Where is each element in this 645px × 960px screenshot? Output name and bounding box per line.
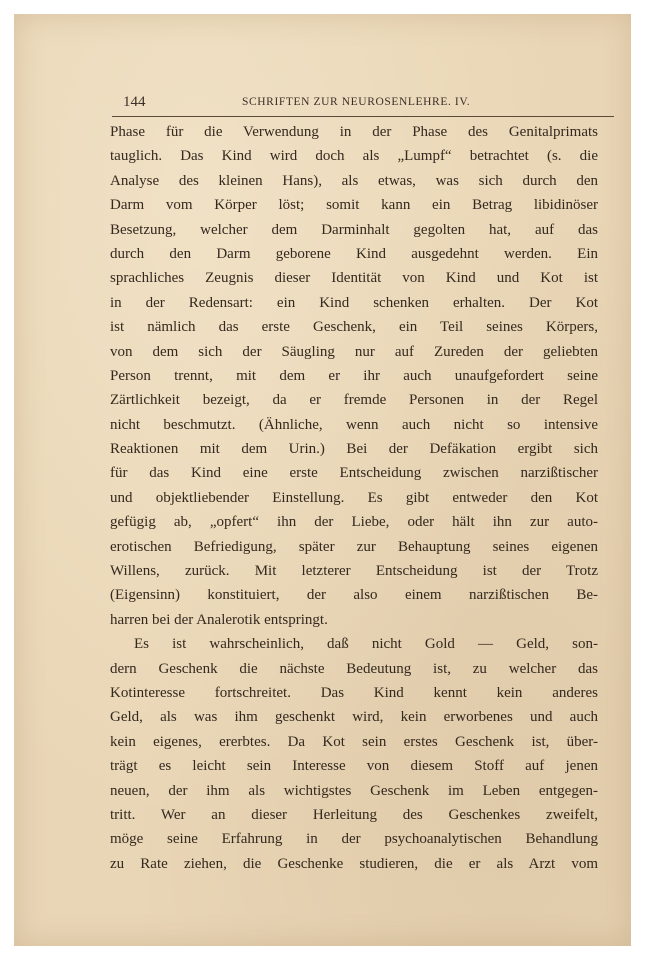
text-line: tritt. Wer an dieser Herleitung des Geschenkes zweifelt,: [110, 806, 598, 823]
text-line: erotischen Befriedigung, später zur Behauptung seines eigenen: [110, 538, 598, 555]
text-line: Besetzung, welcher dem Darminhalt gegolten hat, auf das: [110, 221, 598, 238]
text-line: Darm vom Körper löst; somit kann ein Betrag libidinöser: [110, 197, 598, 214]
paragraph-end-line: harren bei der Analerotik entspringt.: [110, 611, 328, 628]
text-line: nicht beschmutzt. (Ähnliche, wenn auch nicht so intensive: [110, 416, 598, 433]
text-line: gefügig ab, „opfert“ ihn der Liebe, oder hält ihn zur auto-: [110, 514, 598, 531]
text-line: von dem sich der Säugling nur auf Zureden der geliebten: [110, 343, 598, 360]
text-line: neuen, der ihm als wichtigstes Geschenk im Leben entgegen-: [110, 782, 598, 799]
page-header: [112, 94, 614, 117]
text-line: Geld, als was ihm geschenkt wird, kein erworbenes und auch: [110, 709, 598, 726]
text-line: Zärtlichkeit bezeigt, da er fremde Personen in der Regel: [110, 392, 598, 409]
text-line: möge seine Erfahrung in der psychoanalytischen Behandlung: [110, 831, 598, 848]
page-number: 144: [123, 94, 146, 110]
text-line: sprachliches Zeugnis dieser Identität von Kind und Kot ist: [110, 270, 598, 287]
text-line: zu Rate ziehen, die Geschenke studieren, die er als Arzt vom: [110, 855, 598, 872]
text-line: in der Redensart: ein Kind schenken erhalten. Der Kot: [110, 294, 598, 311]
text-line: dern Geschenk die nächste Bedeutung ist, zu welcher das: [110, 660, 598, 677]
running-title: SCHRIFTEN ZUR NEUROSENLEHRE. IV.: [242, 96, 471, 108]
paragraph-start-line: Es ist wahrscheinlich, daß nicht Gold — Geld, son-: [134, 636, 598, 653]
text-line: und objektliebender Einstellung. Es gibt entweder den Kot: [110, 489, 598, 506]
text-line: für das Kind eine erste Entscheidung zwischen narzißtischer: [110, 465, 598, 482]
text-line: Phase für die Verwendung in der Phase des Genitalprimats: [110, 124, 598, 140]
text-line: Willens, zurück. Mit letzterer Entscheidung ist der Trotz: [110, 563, 598, 580]
text-line: trägt es leicht sein Interesse von diesem Stoff auf jenen: [110, 758, 598, 775]
text-line: Kotinteresse fortschreitet. Das Kind kennt kein anderes: [110, 684, 598, 701]
text-line: ist nämlich das erste Geschenk, ein Teil seines Körpers,: [110, 319, 598, 336]
text-line: kein eigenes, ererbtes. Da Kot sein erstes Geschenk ist, über-: [110, 733, 598, 750]
text-line: Analyse des kleinen Hans), als etwas, was sich durch den: [110, 172, 598, 189]
text-line: Person trennt, mit dem er ihr auch unaufgefordert seine: [110, 367, 598, 384]
body-text: [110, 120, 598, 876]
text-line: durch den Darm geborene Kind ausgedehnt werden. Ein: [110, 245, 598, 262]
text-line: Reaktionen mit dem Urin.) Bei der Defäkation ergibt sich: [110, 441, 598, 458]
text-line: (Eigensinn) konstituiert, der also einem narzißtischen Be-: [110, 587, 598, 604]
text-line: tauglich. Das Kind wird doch als „Lumpf“ betrachtet (s. die: [110, 148, 598, 165]
